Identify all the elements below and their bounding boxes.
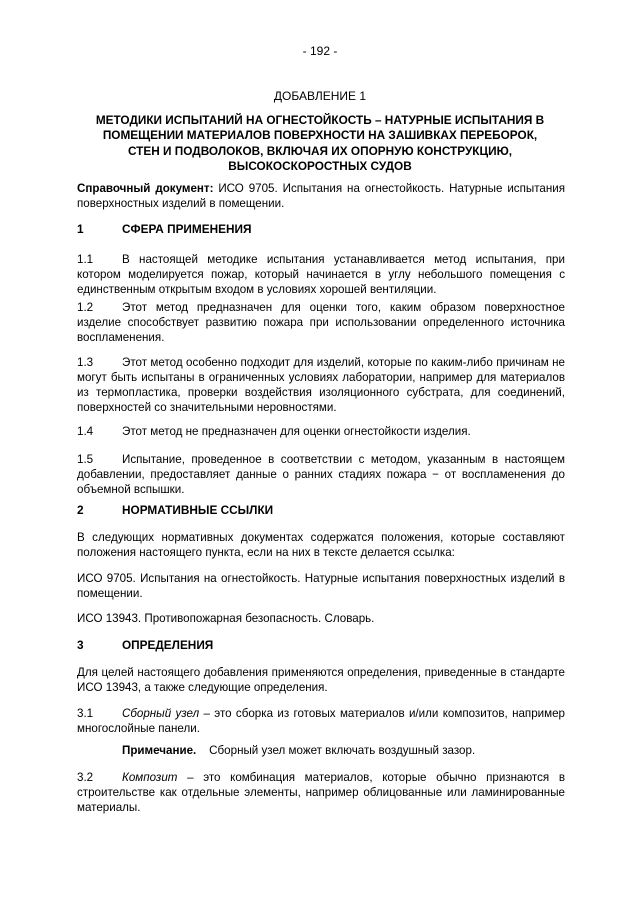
section-number: 3 xyxy=(77,638,84,652)
paragraph-3-1 xyxy=(77,706,565,736)
paragraph-1-2 xyxy=(77,300,565,345)
defined-term: Композит xyxy=(122,771,178,784)
paragraph-number: 1.4 xyxy=(77,425,94,438)
document-title: МЕТОДИКИ ИСПЫТАНИЙ НА ОГНЕСТОЙКОСТЬ – НАТУРНЫЕ ИСПЫТАНИЯ В ПОМЕЩЕНИИ МАТЕРИАЛОВ ПОВЕРХНОСТИ НА ЗАШИВКАХ ПЕРЕБОРОК, СТЕН И ПОДВОЛОКОВ, ВКЛЮЧАЯ ИХ ОПОРНУЮ КОНСТРУКЦИЮ, ВЫСОКОСКОРОСТНЫХ СУДОВ xyxy=(95,113,545,174)
note xyxy=(122,744,565,757)
note-label: Примечание. xyxy=(122,744,197,757)
paragraph-text: В настоящей методике испытания устанавливается метод испытания, при котором моделируется пожар, который начинается в углу небольшого помещения с единственным открытым входом в условиях хорошей вентиляции. xyxy=(77,253,565,297)
paragraph-1-1 xyxy=(77,252,565,297)
normative-reference-iso-13943: ИСО 13943. Противопожарная безопасность. Словарь. xyxy=(77,612,375,625)
paragraph-number: 1.2 xyxy=(77,301,94,314)
paragraph-1-3 xyxy=(77,355,565,415)
paragraph-number: 3.2 xyxy=(77,771,94,784)
paragraph-number: 3.1 xyxy=(77,707,94,720)
section-title: СФЕРА ПРИМЕНЕНИЯ xyxy=(122,222,252,236)
paragraph-text: Этот метод особенно подходит для изделий, которые по каким-либо причинам не могут быть испытаны в ограниченных условиях лаборатории, например для материалов из термопластика, проверки воздействия изоляционного субстрата, для соединений, поверхностей со значительными неровностями. xyxy=(77,356,565,415)
paragraph-text: Испытание, проведенное в соответствии с методом, указанным в настоящем добавлении, предоставляет данные о ранних стадиях пожара − от воспламенения до объемной вспышки. xyxy=(77,453,565,497)
section-2-heading xyxy=(77,503,565,517)
paragraph-1-4 xyxy=(77,424,565,439)
paragraph-text: – это комбинация материалов, которые обычно признаются в строительстве как отдельные элементы, например облицованные или ламинированные материалы. xyxy=(77,771,565,815)
paragraph-number: 1.1 xyxy=(77,253,94,266)
section-number: 1 xyxy=(77,222,84,236)
paragraph-text: – это сборка из готовых материалов и/или композитов, например многослойные панели. xyxy=(77,707,565,736)
section-3-heading xyxy=(77,638,565,652)
note-text: Сборный узел может включать воздушный зазор. xyxy=(209,744,476,757)
section-title: ОПРЕДЕЛЕНИЯ xyxy=(122,638,214,652)
paragraph-1-5 xyxy=(77,452,565,497)
paragraph-3-2 xyxy=(77,770,565,815)
paragraph-text: Этот метод не предназначен для оценки огнестойкости изделия. xyxy=(122,425,471,438)
reference-label: Справочный документ: xyxy=(77,182,214,195)
addendum-heading: ДОБАВЛЕНИЕ 1 xyxy=(273,89,367,103)
paragraph-number: 1.5 xyxy=(77,453,94,466)
section-2-intro: В следующих нормативных документах содержатся положения, которые составляют положения настоящего пункта, если на них в тексте делается ссылка: xyxy=(77,531,565,560)
reference-text: ИСО 9705. Испытания на огнестойкость. Натурные испытания поверхностных изделий в помещении. xyxy=(77,182,565,211)
section-3-intro: Для целей настоящего добавления применяются определения, приведенные в стандарте ИСО 13943, а также следующие определения. xyxy=(77,666,565,695)
paragraph-number: 1.3 xyxy=(77,356,94,369)
defined-term: Сборный узел xyxy=(122,707,200,720)
paragraph-text: Этот метод предназначен для оценки того, каким образом поверхностное изделие способствует развитию пожара при использовании определенного источника воспламенения. xyxy=(77,301,565,345)
section-number: 2 xyxy=(77,503,84,517)
section-title: НОРМАТИВНЫЕ ССЫЛКИ xyxy=(122,503,274,517)
normative-reference-iso-9705: ИСО 9705. Испытания на огнестойкость. Натурные испытания поверхностных изделий в помещении. xyxy=(77,572,565,601)
section-1-heading xyxy=(77,222,565,236)
page-number: - 192 - xyxy=(302,44,338,58)
reference-document xyxy=(77,181,565,211)
